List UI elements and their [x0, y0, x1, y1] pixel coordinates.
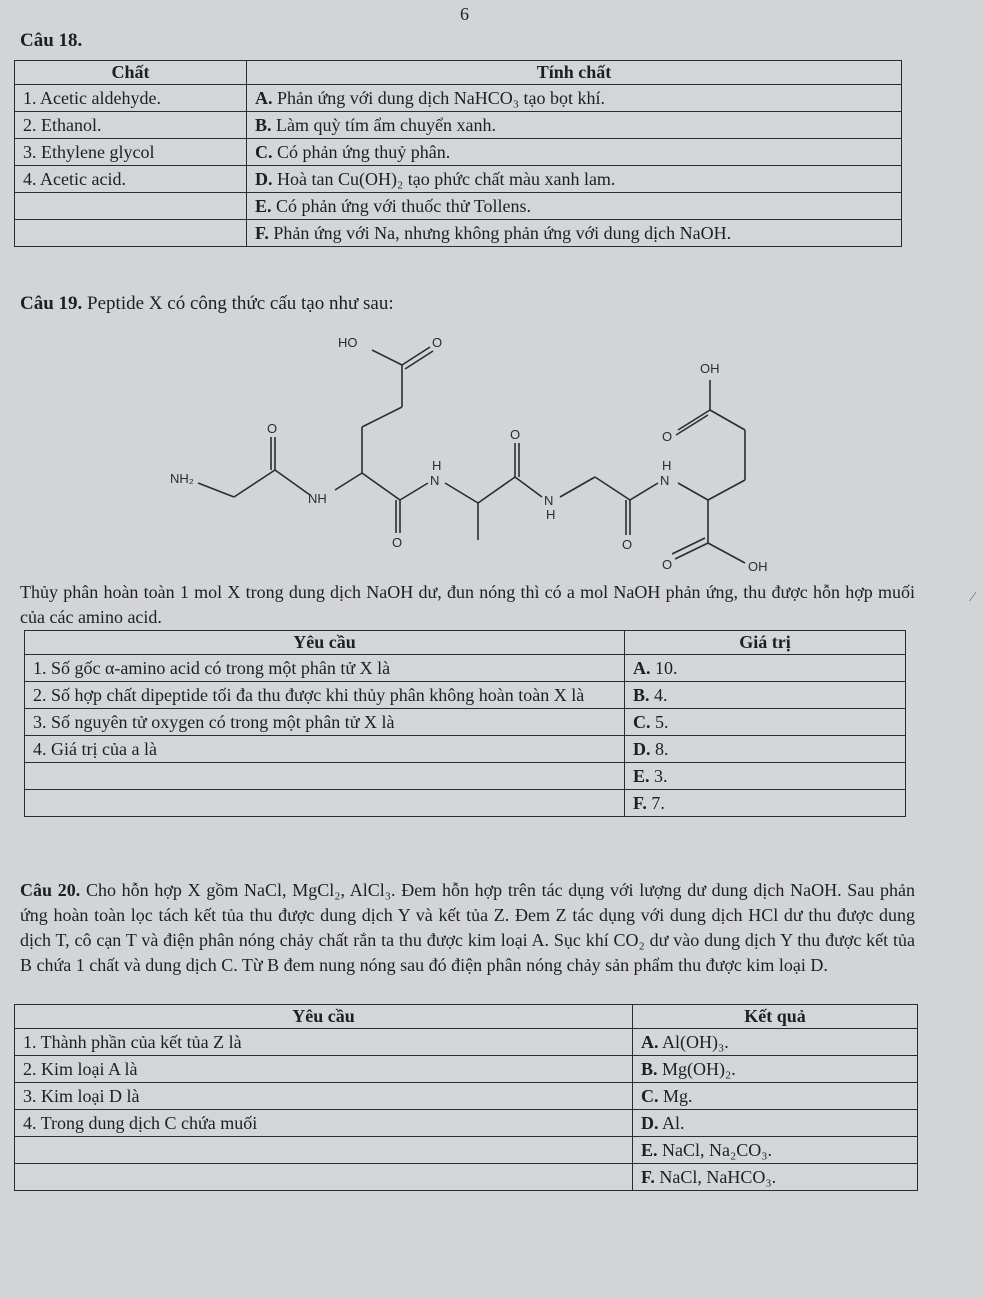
result-cell [633, 1056, 918, 1083]
option-text: Mg(OH)₂. [662, 1058, 736, 1079]
q19-table [24, 630, 906, 817]
option-letter: F. [641, 1166, 655, 1187]
option-letter: C. [641, 1085, 659, 1106]
q19-title: Câu 19. Peptide X có công thức cấu tạo như sau: [20, 293, 394, 314]
result-cell [633, 1137, 918, 1164]
table-row [15, 85, 902, 112]
label-o7: O [662, 557, 673, 572]
margin-mark: ⁄ [971, 590, 974, 605]
option-text: Mg. [663, 1085, 693, 1106]
requirement-cell: 2. Kim loại A là [15, 1056, 633, 1083]
col-property-header: Tính chất [247, 61, 902, 85]
substance-cell: 1. Acetic aldehyde. [15, 85, 247, 112]
col-result-header: Kết quả [633, 1005, 918, 1029]
table-row [25, 709, 906, 736]
label-h1: H [432, 458, 442, 473]
label-ho: HO [338, 335, 358, 350]
col-value-header: Giá trị [625, 631, 906, 655]
requirement-cell [15, 1164, 633, 1191]
table-header-row [15, 61, 902, 85]
option-text: 8. [655, 738, 669, 759]
option-letter: F. [633, 792, 647, 813]
requirement-cell: 2. Số hợp chất dipeptide tối đa thu được khi thủy phân không hoàn toàn X là [25, 682, 625, 709]
col-requirement-header: Yêu cầu [25, 631, 625, 655]
option-letter: D. [255, 168, 273, 189]
substance-cell [15, 193, 247, 220]
label-oh1: OH [700, 361, 720, 376]
table-row [15, 1083, 918, 1110]
option-letter: E. [633, 765, 650, 786]
option-text: Al(OH)₃. [662, 1031, 729, 1052]
option-text: Làm quỳ tím ẩm chuyển xanh. [276, 114, 496, 135]
q20-title: Câu 20. [20, 880, 81, 900]
table-header-row [25, 631, 906, 655]
property-cell [247, 220, 902, 247]
option-text: 10. [655, 657, 678, 678]
label-h3: H [662, 458, 672, 473]
requirement-cell: 4. Trong dung dịch C chứa muối [15, 1110, 633, 1137]
value-cell [625, 763, 906, 790]
label-o6: O [662, 429, 673, 444]
label-h2: H [546, 507, 556, 522]
property-cell [247, 166, 902, 193]
table-row [15, 139, 902, 166]
q18-title: Câu 18. [20, 30, 83, 51]
table-row [25, 682, 906, 709]
option-letter: C. [633, 711, 651, 732]
substance-cell [15, 220, 247, 247]
requirement-cell: 3. Kim loại D là [15, 1083, 633, 1110]
table-row [15, 193, 902, 220]
label-oh2: OH [748, 559, 768, 574]
q19-paragraph: Thủy phân hoàn toàn 1 mol X trong dung dịch NaOH dư, đun nóng thì có a mol NaOH phản ứng, thu được hỗn hợp muối của các amino acid. [20, 582, 915, 627]
property-cell [247, 193, 902, 220]
option-text: NaCl, Na₂CO₃. [662, 1139, 773, 1160]
requirement-cell: 4. Giá trị của a là [25, 736, 625, 763]
requirement-cell [25, 790, 625, 817]
table-row [15, 220, 902, 247]
option-text: 5. [655, 711, 669, 732]
result-cell [633, 1029, 918, 1056]
col-substance-header: Chất [15, 61, 247, 85]
label-o5: O [622, 537, 633, 552]
value-cell [625, 736, 906, 763]
q18-table [14, 60, 902, 247]
option-text: Có phản ứng thuỷ phân. [277, 141, 451, 162]
option-text: 4. [654, 684, 668, 705]
option-letter: B. [255, 114, 272, 135]
option-letter: A. [255, 87, 273, 108]
property-cell [247, 139, 902, 166]
option-letter: D. [633, 738, 651, 759]
substance-cell: 3. Ethylene glycol [15, 139, 247, 166]
property-cell [247, 85, 902, 112]
option-letter: C. [255, 141, 273, 162]
value-cell [625, 655, 906, 682]
result-cell [633, 1164, 918, 1191]
label-o1: O [267, 421, 278, 436]
table-row [15, 1056, 918, 1083]
option-text: Hoà tan Cu(OH)₂ tạo phức chất màu xanh lam. [277, 168, 616, 189]
requirement-cell: 1. Số gốc α-amino acid có trong một phân tử X là [25, 655, 625, 682]
table-row [15, 1164, 918, 1191]
option-letter: D. [641, 1112, 659, 1133]
substance-cell: 2. Ethanol. [15, 112, 247, 139]
label-nh: NH [308, 491, 327, 506]
property-cell [247, 112, 902, 139]
option-text: 3. [654, 765, 668, 786]
table-row [15, 1029, 918, 1056]
option-text: NaCl, NaHCO₃. [659, 1166, 777, 1187]
substance-cell: 4. Acetic acid. [15, 166, 247, 193]
peptide-structure [150, 325, 790, 575]
requirement-cell [25, 763, 625, 790]
label-o4: O [510, 427, 521, 442]
q19-intro: Peptide X có công thức cấu tạo như sau: [87, 293, 394, 314]
value-cell [625, 709, 906, 736]
q20-text: Cho hỗn hợp X gồm NaCl, MgCl₂, AlCl₃. Đem hỗn hợp trên tác dụng với lượng dư dung dịch NaOH. Sau phản ứng hoàn toàn lọc tách kết tủa thu được dung dịch Y và kết tủa Z. Đem Z tác dụng với dung dịch HCl dư thu được dung dịch T, cô cạn T và điện phân nóng chảy chất rắn ta thu được kim loại A. Sục khí CO₂ dư vào dung dịch Y thu được kết tủa B chứa 1 chất và dung dịch C. Từ B đem nung nóng sau đó điện phân nóng chảy sản phẩm thu được kim loại D. [20, 880, 916, 975]
option-text: Có phản ứng với thuốc thử Tollens. [276, 195, 531, 216]
option-text: 7. [651, 792, 665, 813]
label-nh2: NH₂ [170, 471, 194, 486]
requirement-cell: 3. Số nguyên tử oxygen có trong một phân tử X là [25, 709, 625, 736]
q20-paragraph [20, 878, 915, 978]
page-number: 6 [460, 4, 469, 24]
result-cell [633, 1110, 918, 1137]
label-n3: N [660, 473, 670, 488]
label-n1: N [430, 473, 440, 488]
q20-table [14, 1004, 918, 1191]
col-requirement-header: Yêu cầu [15, 1005, 633, 1029]
option-letter: E. [641, 1139, 658, 1160]
table-row [25, 790, 906, 817]
option-letter: B. [633, 684, 650, 705]
option-text: Phản ứng với Na, nhưng không phản ứng với dung dịch NaOH. [273, 222, 732, 243]
value-cell [625, 682, 906, 709]
option-letter: B. [641, 1058, 658, 1079]
label-o3: O [392, 535, 403, 550]
option-letter: E. [255, 195, 272, 216]
table-row [15, 166, 902, 193]
label-o2: O [432, 335, 443, 350]
table-row [15, 1137, 918, 1164]
value-cell [625, 790, 906, 817]
result-cell [633, 1083, 918, 1110]
table-row [15, 112, 902, 139]
option-letter: A. [641, 1031, 659, 1052]
table-header-row [15, 1005, 918, 1029]
table-row [25, 736, 906, 763]
option-text: Al. [662, 1112, 685, 1133]
table-row [25, 655, 906, 682]
option-letter: A. [633, 657, 651, 678]
table-row [15, 1110, 918, 1137]
requirement-cell [15, 1137, 633, 1164]
option-letter: F. [255, 222, 269, 243]
requirement-cell: 1. Thành phần của kết tủa Z là [15, 1029, 633, 1056]
label-n2: N [544, 493, 554, 508]
option-text: Phản ứng với dung dịch NaHCO₃ tạo bọt khí. [277, 87, 606, 108]
table-row [25, 763, 906, 790]
